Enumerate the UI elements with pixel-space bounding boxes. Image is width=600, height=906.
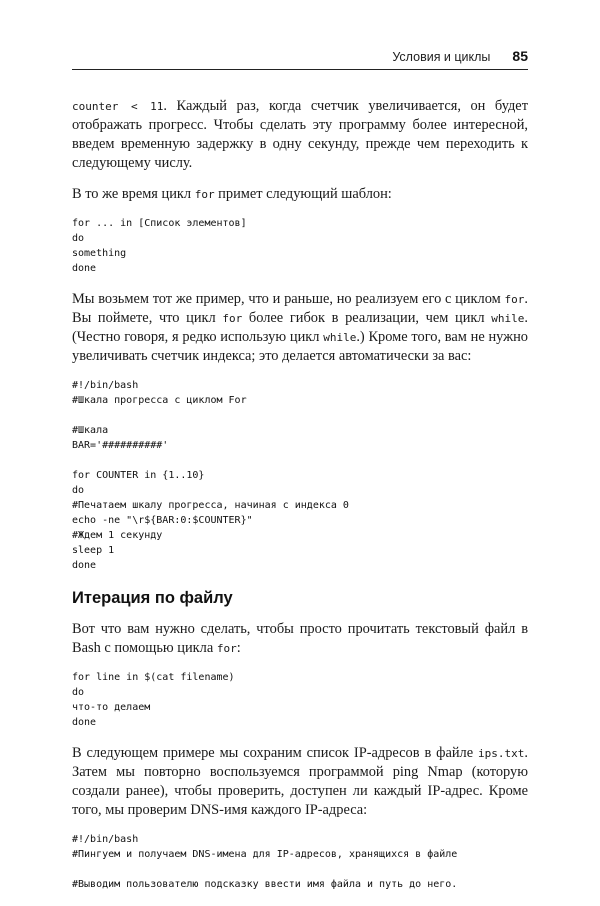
- code-block-3: for line in $(cat filename) do что-то делаем done: [72, 672, 235, 728]
- paragraph-text: В следующем примере мы сохраним список IP-адресов в файле: [72, 745, 479, 761]
- paragraph-text: Вот что вам нужно сделать, чтобы просто прочитать текстовый файл в Bash с помощью цикла: [72, 621, 528, 656]
- inline-code: for: [222, 312, 243, 325]
- paragraph-3: [72, 290, 528, 366]
- paragraph-1: [72, 97, 528, 173]
- section-heading: Итерация по файлу: [72, 589, 233, 607]
- paragraph-text: более гибок в реализации, чем цикл: [242, 310, 492, 326]
- paragraph-text: . Вы поймете, что цикл: [72, 291, 528, 326]
- paragraph-2: [72, 185, 528, 204]
- page-content: [72, 97, 528, 906]
- inline-code: counter < 11: [72, 100, 164, 113]
- paragraph-text: .) Кроме того, вам не нужно увеличивать счетчик индекса; это делается автоматически за вас:: [72, 329, 529, 364]
- paragraph-text: В то же время цикл: [72, 186, 195, 202]
- chapter-title: Условия и циклы: [392, 50, 491, 64]
- code-block-2: #!/bin/bash #Шкала прогресса с циклом For #Шкала BAR='##########' for COUNTER in {1..10} do #Печатаем шкалу прогресса, начиная с индекса 0 echo -ne "\r${BAR:0:$COUNTER}" #Ждем 1 секунду sleep 1 done: [72, 380, 349, 571]
- inline-code: for: [504, 293, 525, 306]
- paragraph-text: Мы возьмем тот же пример, что и раньше, но реализуем его с циклом: [72, 291, 505, 307]
- inline-code: for: [216, 642, 237, 655]
- inline-code: while: [323, 331, 357, 344]
- paragraph-text: . Каждый раз, когда счетчик увеличивается, он будет отображать прогресс. Чтобы сделать эту программу более интересной, введем временную задержку в одну секунду, прежде чем переходить к следующему числу.: [72, 98, 528, 171]
- inline-code: ips.txt: [478, 747, 525, 760]
- running-header: [72, 48, 528, 70]
- code-block-4: #!/bin/bash #Пингуем и получаем DNS-имена для IP-адресов, хранящихся в файле #Выводим пользователю подсказку ввести имя файла и путь до него.: [72, 834, 458, 890]
- header-rule: [72, 69, 528, 70]
- paragraph-text: . Затем мы повторно воспользуемся программой ping Nmap (которую создали ранее), чтобы проверить, доступен ли каждый IP-адрес. Кроме того, мы проверим DNS-имя каждого IP-адреса:: [72, 745, 528, 818]
- paragraph-text: . (Честно говоря, я редко использую цикл: [72, 310, 529, 345]
- page-number: 85: [512, 48, 528, 64]
- inline-code: while: [491, 312, 525, 325]
- paragraph-text: :: [236, 640, 241, 656]
- paragraph-text: примет следующий шаблон:: [214, 186, 392, 202]
- paragraph-4: [72, 620, 528, 658]
- paragraph-5: [72, 744, 528, 820]
- inline-code: for: [194, 188, 215, 201]
- code-block-1: for ... in [Список элементов] do something done: [72, 218, 247, 274]
